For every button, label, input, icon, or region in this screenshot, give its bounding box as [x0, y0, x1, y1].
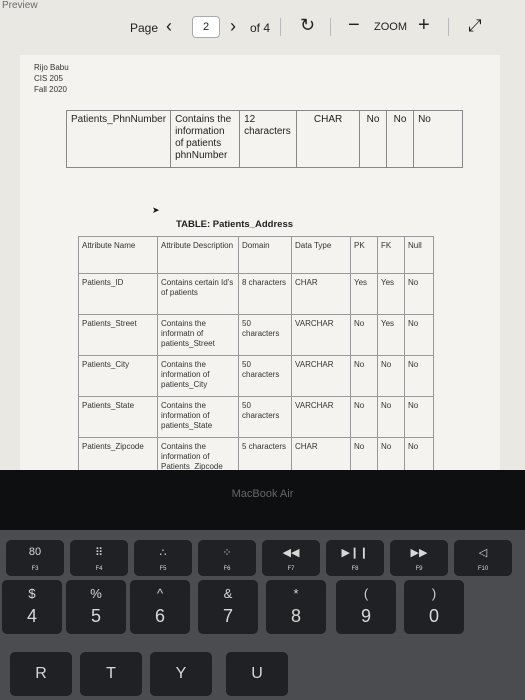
header-fk: FK [378, 237, 405, 274]
next-page-icon[interactable]: › [230, 16, 236, 36]
key-symbol: % [90, 586, 102, 601]
function-key-label: F6 [223, 566, 231, 572]
function-key-icon: ⠿ [94, 547, 104, 559]
domain-cell: 12 characters [240, 111, 297, 168]
number-key[interactable] [266, 580, 326, 634]
letter-key[interactable]: T [80, 652, 142, 696]
table-row [79, 397, 434, 438]
null-cell: No [405, 315, 434, 356]
function-key[interactable] [262, 540, 320, 576]
expand-icon[interactable]: ⤢ [468, 16, 482, 35]
pk-cell: No [351, 315, 378, 356]
function-key-icon: ▶❙❙ [341, 547, 369, 559]
table-row [79, 315, 434, 356]
null-cell: No [405, 438, 434, 471]
function-key-icon: ⁘ [222, 547, 232, 559]
letter-key[interactable]: R [10, 652, 72, 696]
description-cell: Contains the information of patients_State [158, 397, 239, 438]
key-digit: 0 [428, 606, 439, 626]
null-cell: No [405, 397, 434, 438]
key-digit: 5 [90, 606, 101, 626]
key-symbol: & [223, 586, 233, 601]
pk-cell: No [351, 397, 378, 438]
phone-number-table [66, 110, 463, 168]
function-key-label: F8 [351, 566, 359, 572]
table-row [79, 274, 434, 315]
table-row [79, 438, 434, 471]
toolbar-divider [448, 18, 449, 36]
number-key[interactable] [2, 580, 62, 634]
key-symbol: $ [28, 586, 36, 601]
bezel [0, 470, 525, 530]
function-key-icon: ◁ [478, 547, 488, 559]
key-digit: 7 [222, 606, 233, 626]
function-key-label: F3 [31, 566, 39, 572]
fk-cell: Yes [378, 274, 405, 315]
data-type-cell: VARCHAR [292, 356, 351, 397]
number-key[interactable] [66, 580, 126, 634]
number-key[interactable] [336, 580, 396, 634]
page-count-label: of 4 [250, 21, 271, 35]
fk-cell: No [378, 397, 405, 438]
description-cell: Contains certain Id's of patients [158, 274, 239, 315]
domain-cell: 50 characters [239, 356, 292, 397]
header-null: Null [405, 237, 434, 274]
null-cell: No [414, 111, 463, 168]
function-key-icon: 80 [28, 546, 42, 558]
attribute-name-cell: Patients_Street [79, 315, 158, 356]
data-type-cell: VARCHAR [292, 397, 351, 438]
number-key[interactable] [130, 580, 190, 634]
course-code: CIS 205 [34, 74, 63, 83]
function-key[interactable] [390, 540, 448, 576]
function-key[interactable] [454, 540, 512, 576]
attribute-name-cell: Patients_State [79, 397, 158, 438]
author-name: Rijo Babu [34, 63, 69, 72]
data-type-cell: CHAR [292, 438, 351, 471]
attribute-name-cell: Patients_City [79, 356, 158, 397]
null-cell: No [405, 356, 434, 397]
key-symbol: ) [431, 586, 437, 601]
key-symbol: * [293, 586, 299, 601]
key-symbol: ( [363, 586, 369, 601]
domain-cell: 8 characters [239, 274, 292, 315]
zoom-out-icon[interactable]: − [348, 14, 360, 36]
pk-cell: No [351, 356, 378, 397]
page-label: Page [130, 21, 159, 35]
prev-page-icon[interactable]: ‹ [166, 16, 172, 36]
mouse-cursor-icon: ➤ [152, 205, 160, 215]
page-number-field[interactable]: 2 [192, 16, 220, 38]
zoom-label: ZOOM [374, 21, 407, 33]
key-digit: 8 [290, 606, 301, 626]
fk-cell: No [387, 111, 414, 168]
function-key-label: F5 [159, 566, 167, 572]
key-digit: 9 [360, 606, 371, 626]
function-key-label: F9 [415, 566, 423, 572]
attribute-name-cell: Patients_ID [79, 274, 158, 315]
author-block [34, 62, 69, 95]
pk-cell: Yes [351, 274, 378, 315]
function-key[interactable] [70, 540, 128, 576]
header-domain: Domain [239, 237, 292, 274]
domain-cell: 50 characters [239, 397, 292, 438]
pk-cell: No [351, 438, 378, 471]
rotate-icon[interactable]: ↻ [300, 15, 316, 35]
attribute-name-cell: Patients_Zipcode [79, 438, 158, 471]
attribute-name-cell: Patients_PhnNumber [67, 111, 171, 168]
table-row [67, 111, 463, 168]
pk-cell: No [360, 111, 387, 168]
function-key[interactable] [198, 540, 256, 576]
description-cell: Contains the informatn of patients_Street [158, 315, 239, 356]
function-key[interactable] [6, 540, 64, 576]
letter-key[interactable]: U [226, 652, 288, 696]
number-key[interactable] [404, 580, 464, 634]
key-digit: 6 [154, 606, 165, 626]
patients-address-table [78, 236, 434, 470]
header-attribute-name: Attribute Name [79, 237, 158, 274]
function-key-label: F4 [95, 566, 103, 572]
app-title: Preview [2, 0, 38, 11]
letter-key[interactable]: Y [150, 652, 212, 696]
fk-cell: No [378, 438, 405, 471]
domain-cell: 5 characters [239, 438, 292, 471]
description-cell: Contains the information of Patients_Zipcode [158, 438, 239, 471]
data-type-cell: CHAR [292, 274, 351, 315]
domain-cell: 50 characters [239, 315, 292, 356]
description-cell: Contains the information of patients_City [158, 356, 239, 397]
function-key-icon: ∴ [159, 547, 167, 559]
function-key[interactable] [326, 540, 384, 576]
null-cell: No [405, 274, 434, 315]
data-type-cell: VARCHAR [292, 315, 351, 356]
toolbar-divider [280, 18, 281, 36]
fk-cell: Yes [378, 315, 405, 356]
brand-label: MacBook Air [231, 488, 294, 500]
toolbar [120, 12, 520, 42]
zoom-in-icon[interactable]: + [418, 14, 430, 36]
key-digit: 4 [26, 606, 37, 626]
toolbar-divider [330, 18, 331, 36]
term: Fall 2020 [34, 85, 67, 94]
function-key-label: F10 [477, 566, 489, 572]
header-pk: PK [351, 237, 378, 274]
function-key-icon: ▶▶ [410, 547, 428, 559]
header-attribute-description: Attribute Description [158, 237, 239, 274]
description-cell: Contains the information of patients phnNumber [171, 111, 240, 168]
function-key-label: F7 [287, 566, 295, 572]
number-key[interactable] [198, 580, 258, 634]
key-symbol: ^ [156, 586, 164, 601]
table-row [79, 356, 434, 397]
table-header-row [79, 237, 434, 274]
function-key-icon: ◀◀ [282, 547, 300, 559]
data-type-cell: CHAR [297, 111, 360, 168]
header-data-type: Data Type [292, 237, 351, 274]
table-caption: TABLE: Patients_Address [176, 219, 294, 230]
function-key[interactable] [134, 540, 192, 576]
fk-cell: No [378, 356, 405, 397]
